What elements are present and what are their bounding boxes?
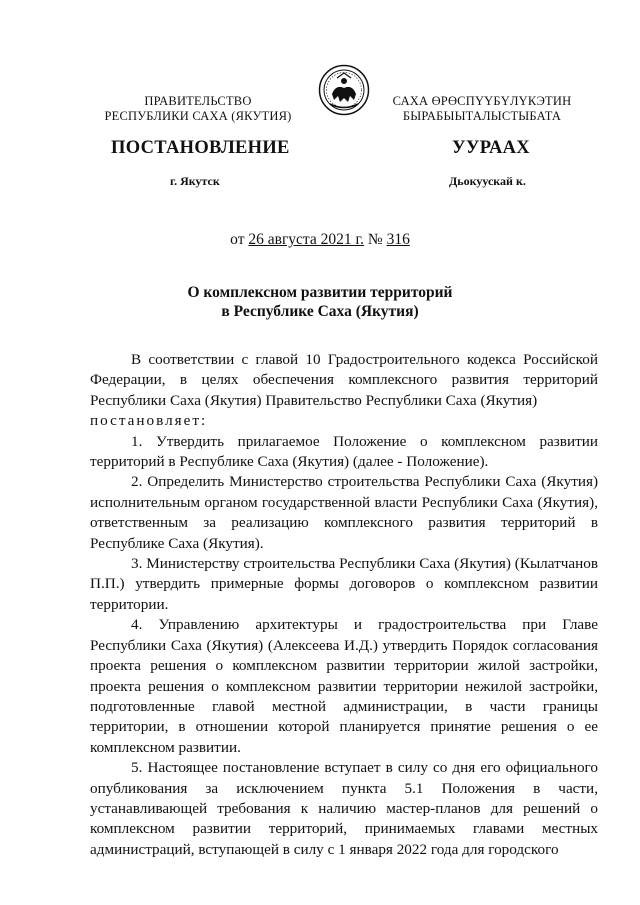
header-left [88,94,308,124]
intro-text: В соответствии с главой 10 Градостроительного кодекса Российской Федерации, в целях обеспечения комплексного развития территорий Республики Саха (Якутия) Правительство Республики Саха (Якутия) [90,351,598,409]
decree-word: постановляет: [90,412,208,430]
header-left-line2: РЕСПУБЛИКИ САХА (ЯКУТИЯ) [104,109,292,123]
doctype-right: УУРААХ [452,138,530,158]
document-date: 26 августа 2021 г. [248,231,365,248]
coat-of-arms-icon [318,64,370,116]
list-item: 2. Определить Министерство строительства Республики Саха (Якутия) исполнительным органом государственной власти Республики Саха (Якутия), ответственным за реализацию комплексного развития территорий в Республике Саха (Якутия). [90,473,598,552]
document-body [90,350,598,860]
city-left: г. Якутск [170,174,220,188]
date-prefix: от [230,231,249,248]
list-item: 5. Настоящее постановление вступает в силу со дня его официального опубликования за исключением пункта 5.1 Положения в части, устанавливающей требования к наличию мастер-планов для решений о комплексном развитии территорий, принимаемых главами местных администраций, вступающей в силу с 1 января 2022 года для городского [90,759,598,858]
header-left-line1: ПРАВИТЕЛЬСТВО [144,94,252,108]
intro-paragraph [90,350,598,432]
number-label: № [364,231,387,248]
list-item: 1. Утвердить прилагаемое Положение о комплексном развитии территорий в Республике Саха (Якутия) (далее - Положение). [90,432,598,471]
list-item: 3. Министерству строительства Республики Саха (Якутия) (Кылатчанов П.П.) утвердить примерные формы договоров о комплексном развитии территории. [90,555,598,613]
date-line [0,231,640,249]
title-line2: в Республике Саха (Якутия) [221,303,419,320]
title-line1: О комплексном развитии территорий [187,284,453,301]
list-item: 4. Управлению архитектуры и градостроительства при Главе Республики Саха (Якутия) (Алексеева И.Д.) утвердить Порядок согласования проекта решения о комплексном развитии территории жилой застройки, проекта решения о комплексном развитии территории нежилой застройки, подготовленные главой местной администрации, в части границы территории, в отношении которой планируется принятие решения о ее комплексном развитии. [90,616,598,756]
doctype-left: ПОСТАНОВЛЕНИЕ [111,138,290,158]
header-right-line1: САХА ӨРӨСПҮҮБҮЛҮКЭТИН [392,94,572,108]
document-number: 316 [386,231,410,248]
header-right-line2: БЫРАБЫЫТАЛЫСТЫБАТА [402,109,562,123]
document-title [0,283,640,321]
city-right: Дьокуускай к. [449,174,526,188]
header-right [372,94,592,124]
